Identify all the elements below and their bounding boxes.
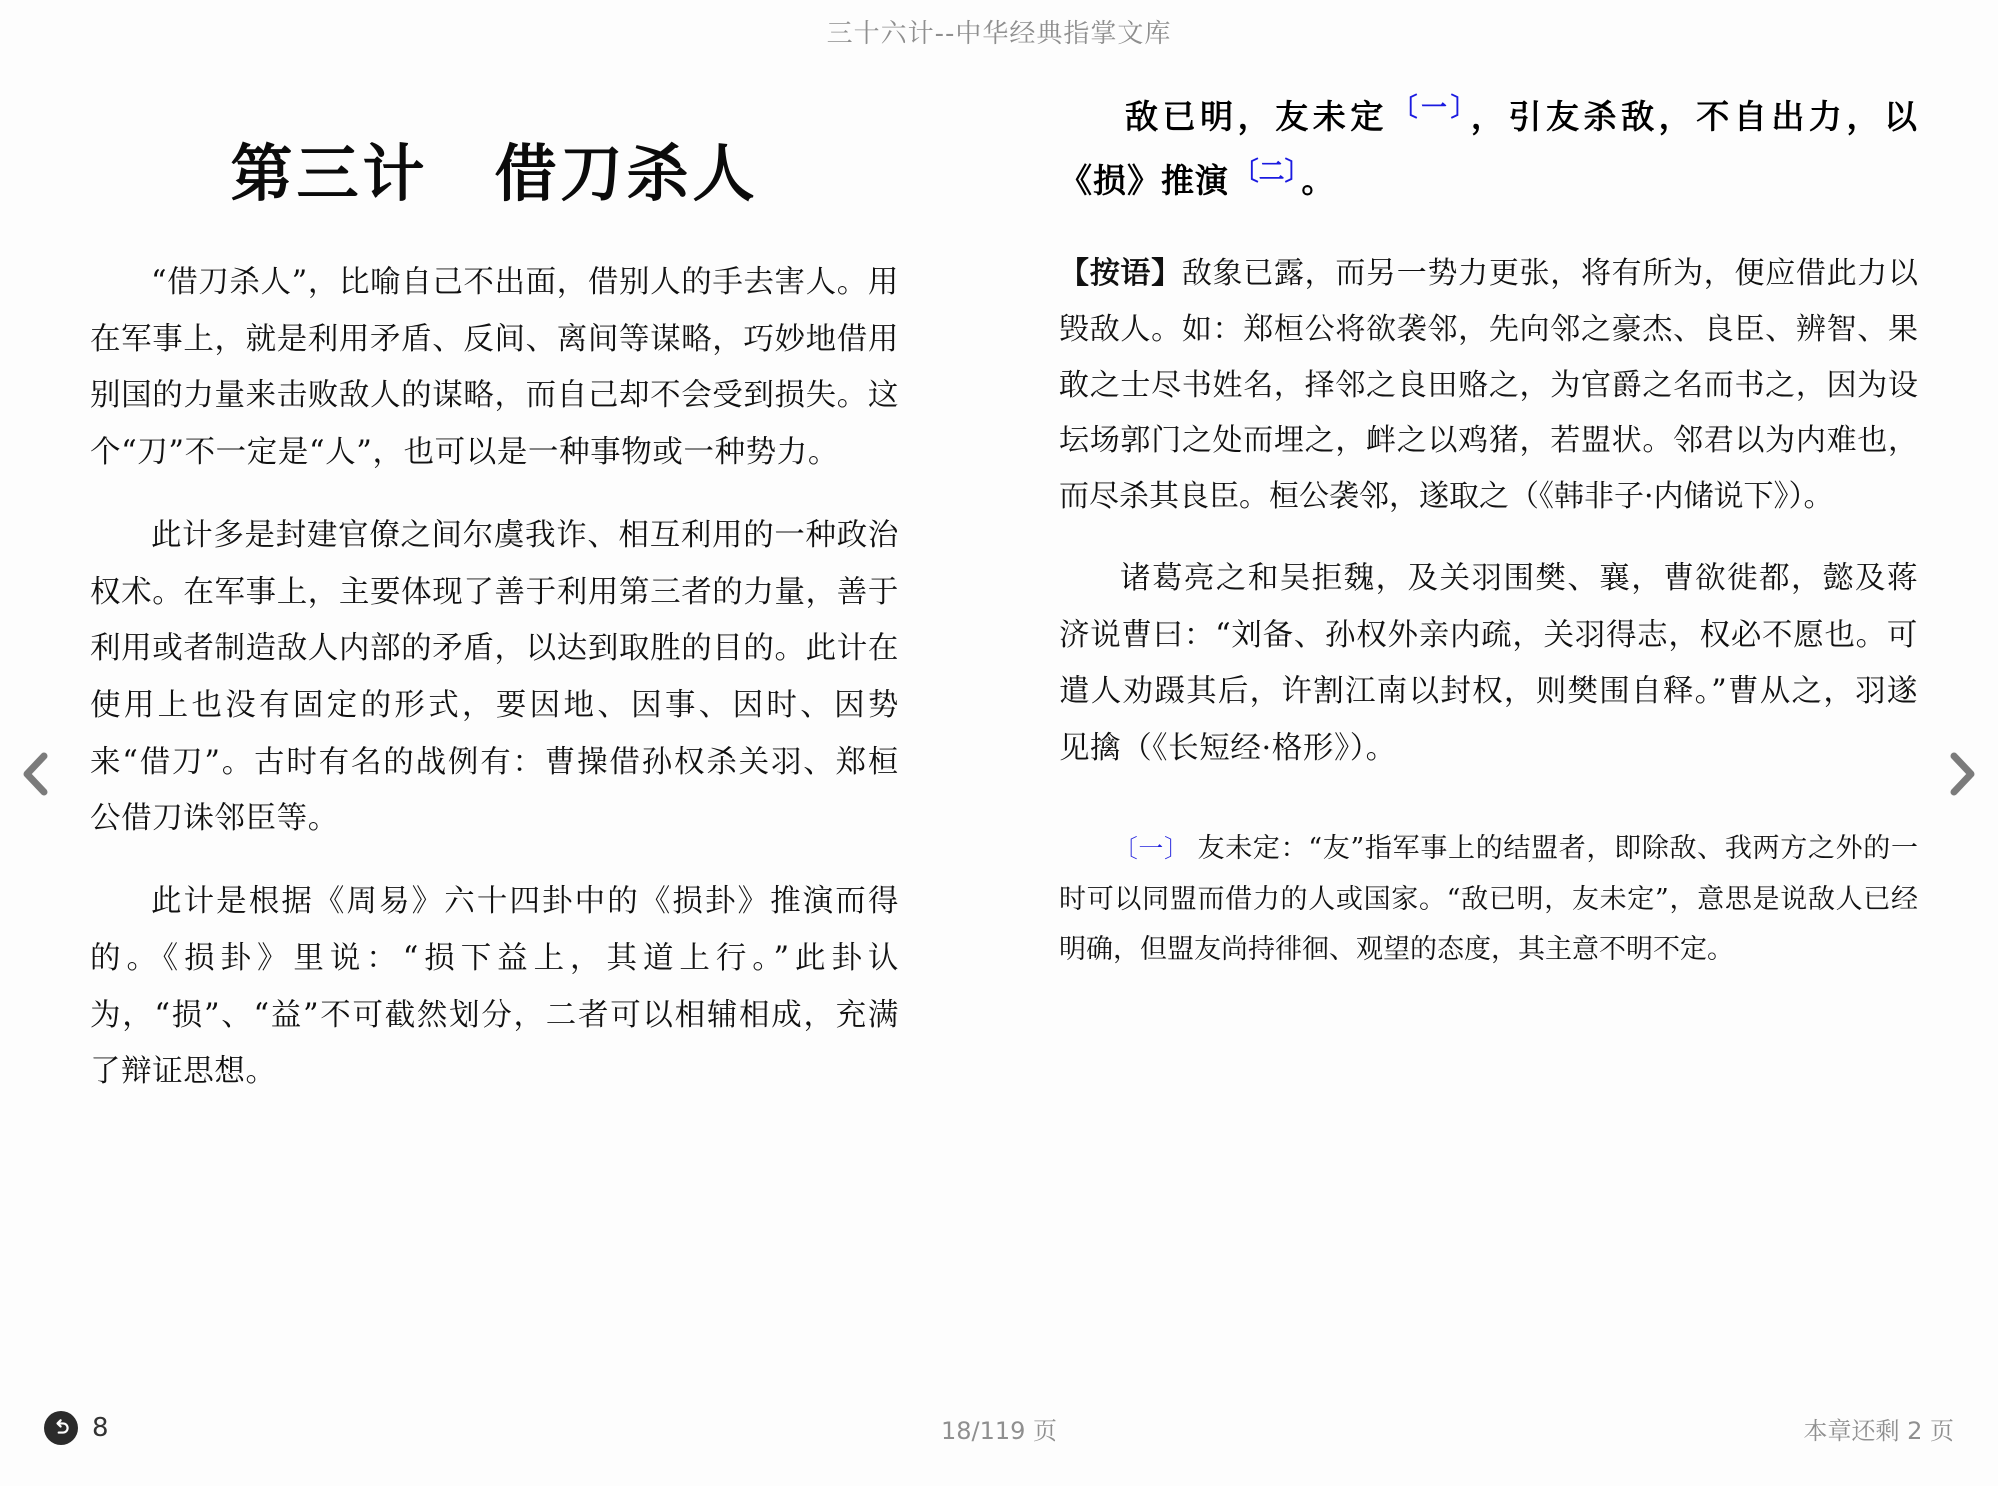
chapter-remaining-label: 本章还剩 2 页	[1803, 1416, 1955, 1445]
maxim-part-2: ，引友杀敌，不自出力，以《损》推演	[1059, 97, 1918, 201]
maxim-part-3: 。	[1301, 161, 1336, 201]
annotation-label: 【按语】	[1059, 256, 1182, 292]
chapter-title: 第三计 借刀杀人	[230, 137, 759, 210]
undo-button[interactable]	[44, 1411, 78, 1445]
left-column	[0, 62, 999, 1392]
next-page-button[interactable]	[1934, 746, 1990, 802]
annotation-paragraph	[1059, 246, 1918, 525]
page-indicator: 18/119 页	[940, 1416, 1058, 1445]
right-column	[999, 62, 1998, 1392]
annotation-body: 敌象已露，而另一势力更张，将有所为，便应借此力以毁敌人。如：郑桓公将欲袭邻，先向邻之豪杰、良臣、辨智、果敢之士尽书姓名，择邻之良田赂之，为官爵之名而书之，因为设坛场郭门之处而埋之，衅之以鸡猪，若盟状。邻君以为内难也，而尽杀其良臣。桓公袭邻，遂取之（《韩非子·内储说下》）。	[1059, 256, 1919, 515]
footnote-one	[1059, 824, 1918, 976]
reader-footer	[0, 1392, 1998, 1486]
chevron-right-icon	[1934, 746, 1990, 802]
footnote-text-1: 友未定：“友”指军事上的结盟者，即除敌、我两方之外的一时可以同盟而借力的人或国家。“敌已明，友未定”，意思是说敌人已经明确，但盟友尚持徘徊、观望的态度，其主意不明不定。	[1059, 832, 1918, 966]
maxim-part-1: 敌已明，友未定	[1125, 97, 1388, 136]
annotation-paragraph-2: 诸葛亮之和吴拒魏，及关羽围樊、襄，曹欲徙都，懿及蒋济说曹曰：“刘备、孙权外亲内疏，关羽得志，权必不愿也。可遣人劝蹑其后，许割江南以封权，则樊围自释。”曹从之，羽遂见擒（《长短经·格形》）。	[1059, 561, 1918, 767]
paragraph-intro: “借刀杀人”，比喻自己不出面，借别人的手去害人。用在军事上，就是利用矛盾、反间、离间等谋略，巧妙地借用别国的力量来击败敌人的谋略，而自己却不会受到损失。这个“刀”不一定是“人”，也可以是一种事物或一种势力。	[90, 265, 899, 471]
undo-arrow-icon	[50, 1417, 72, 1439]
paragraph-politics: 此计多是封建官僚之间尔虞我诈、相互利用的一种政治权术。在军事上，主要体现了善于利用第三者的力量，善于利用或者制造敌人内部的矛盾，以达到取胜的目的。此计在使用上也没有固定的形式，要因地、因事、因时、因势来“借刀”。古时有名的战例有：曹操借孙权杀关羽、郑桓公借刀诛邻臣等。	[90, 517, 899, 837]
previous-page-button[interactable]	[8, 746, 64, 802]
book-title-text: 三十六计--中华经典指掌文库	[826, 18, 1172, 49]
note-reference-2-link[interactable]: 〔二〕	[1233, 157, 1298, 188]
footer-left-group	[44, 1411, 681, 1445]
footnote-marker-1[interactable]: 〔一〕	[1113, 833, 1190, 863]
page-content	[0, 62, 1998, 1392]
paragraph-zhouyi: 此计是根据《周易》六十四卦中的《损卦》推演而得的。《损卦》里说：“损下益上，其道上行。”此卦认为，“损”、“益”不可截然划分，二者可以相辅相成，充满了辩证思想。	[90, 884, 899, 1090]
undo-count-label: 8	[92, 1413, 109, 1443]
note-reference-1-link[interactable]: 〔一〕	[1391, 93, 1467, 123]
chevron-left-icon	[8, 746, 64, 802]
book-title-header	[0, 0, 1998, 62]
maxim-text	[1059, 84, 1918, 212]
